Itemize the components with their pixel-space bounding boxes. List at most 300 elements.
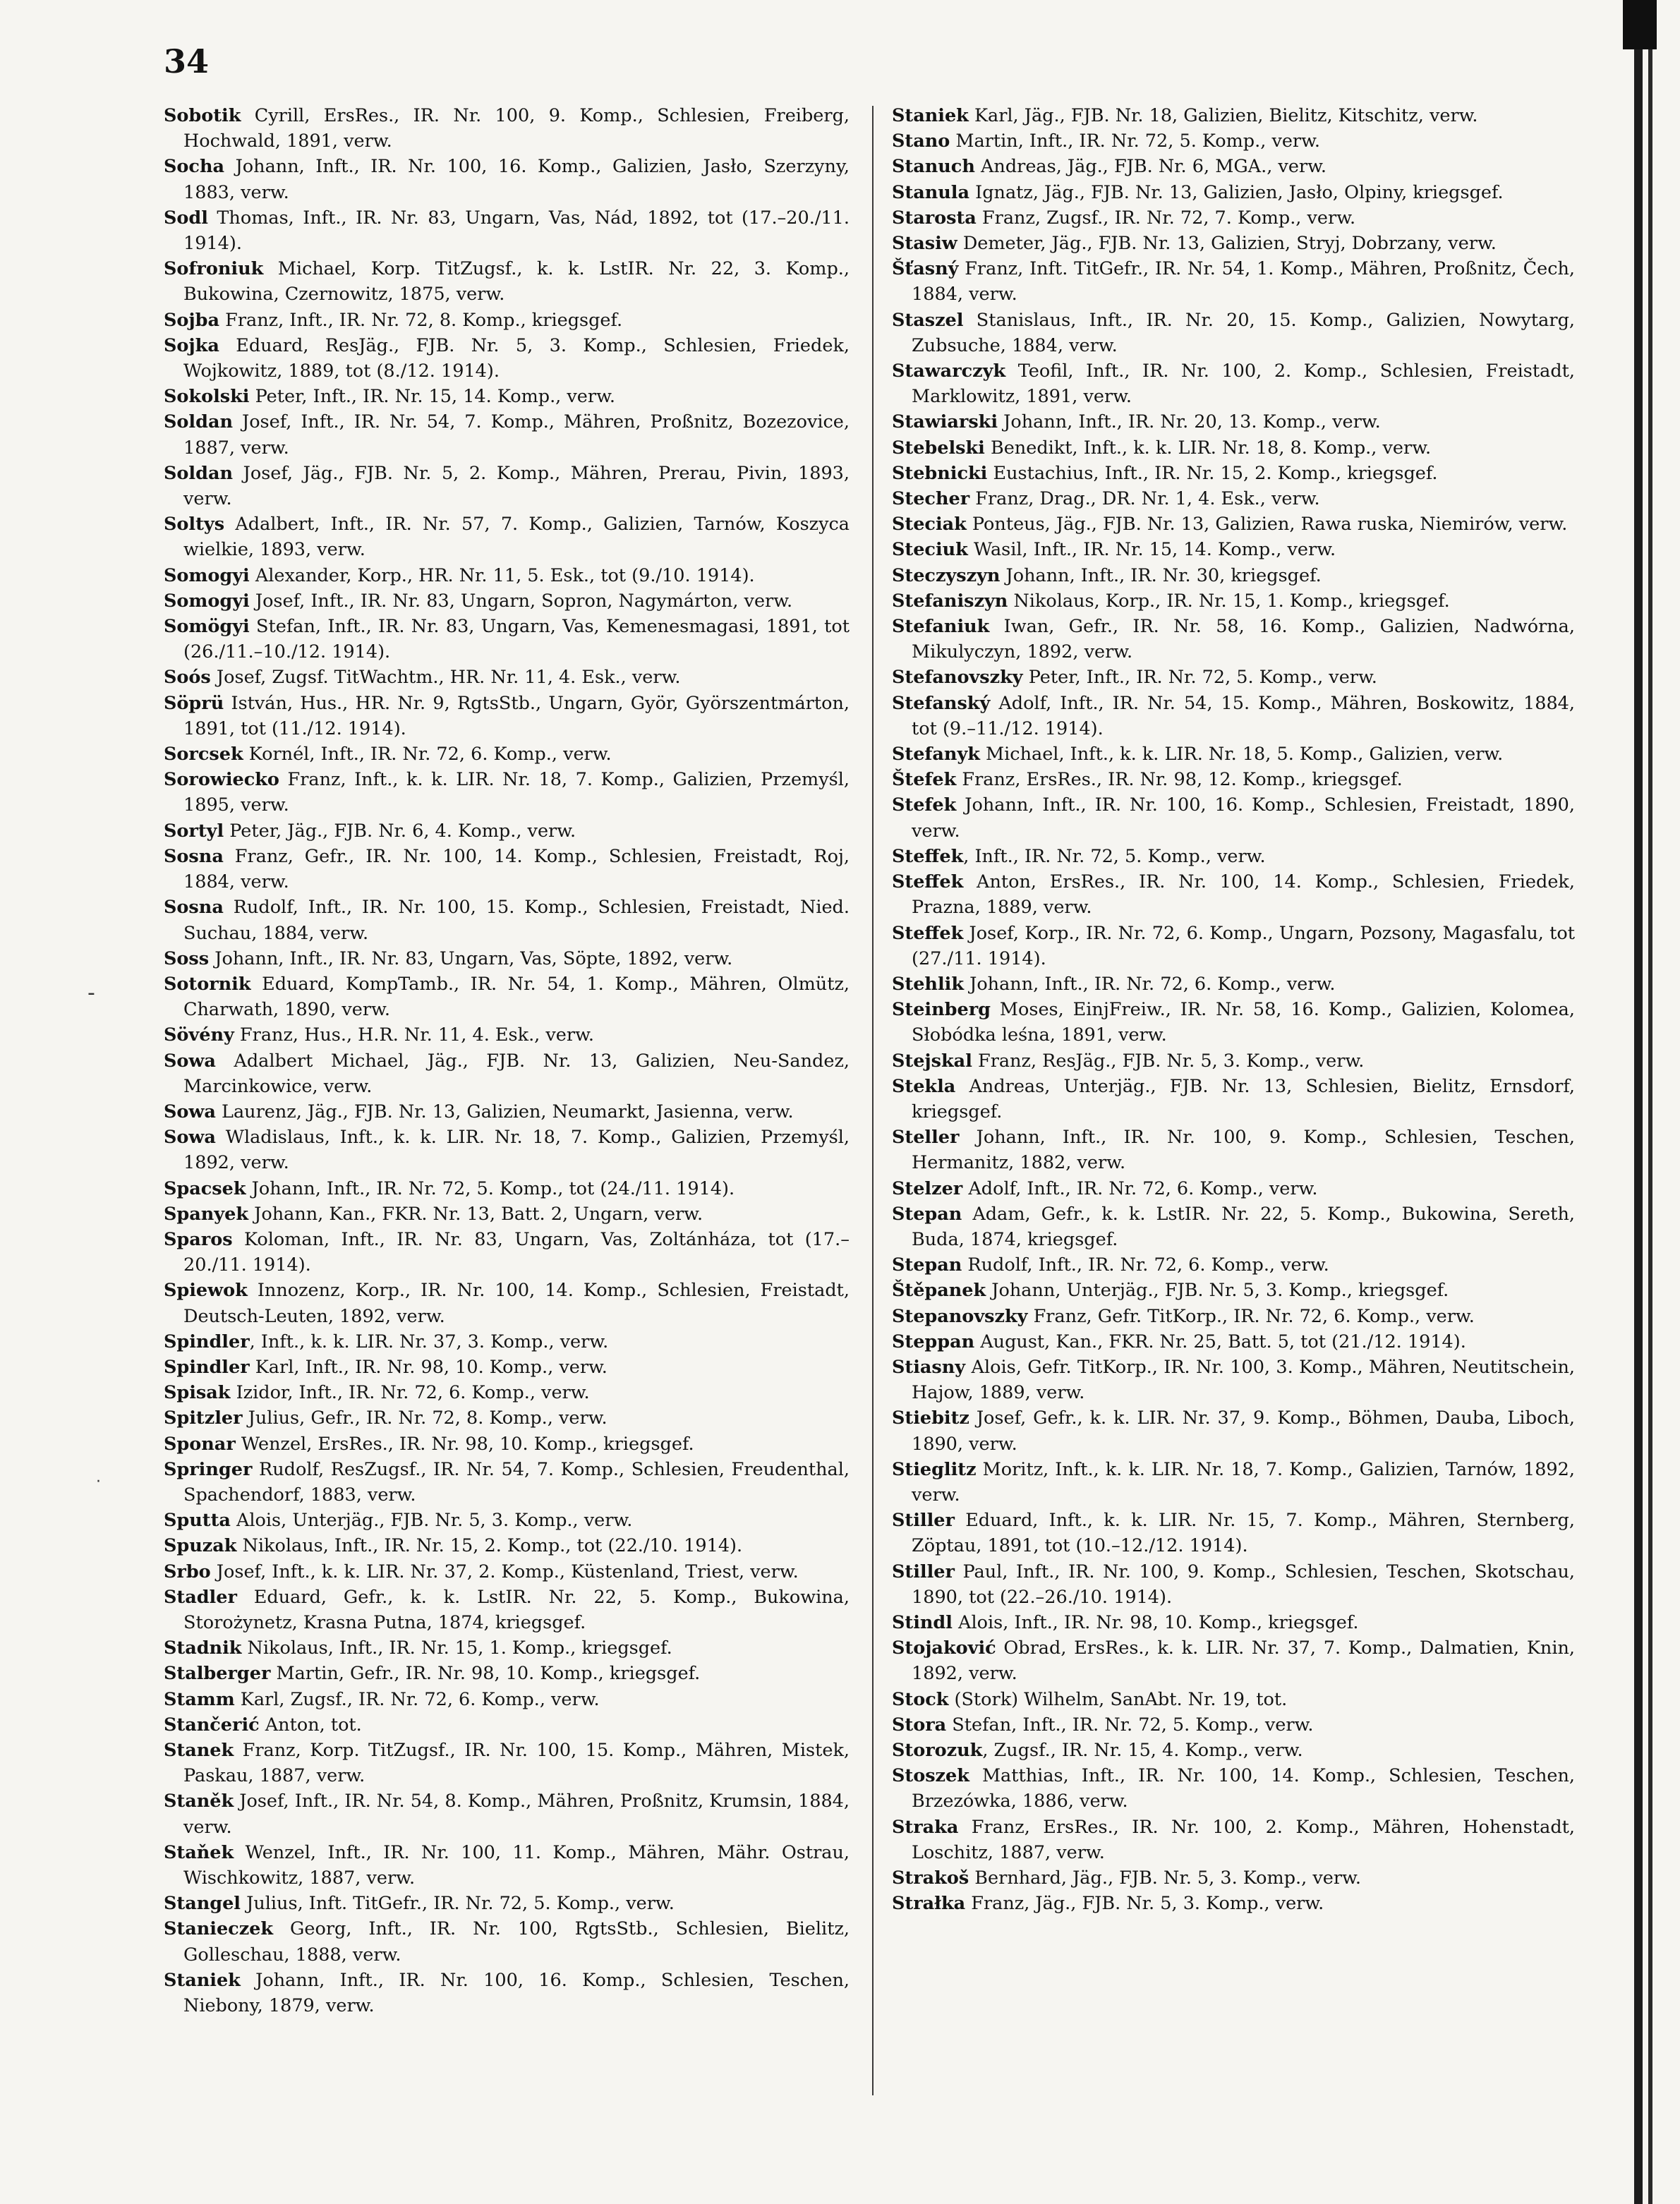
register-entry	[892, 767, 1575, 792]
entry-details: Franz, Inft., k. k. LIR. Nr. 18, 7. Komp., Galizien, Przemyśl, 1895, verw.	[183, 769, 850, 816]
entry-details: Eduard, KompTamb., IR. Nr. 54, 1. Komp., Mähren, Olmütz, Charwath, 1890, verw.	[183, 973, 850, 1021]
register-entry	[164, 971, 850, 1022]
register-entry	[892, 792, 1575, 843]
entry-details: Kornél, Inft., IR. Nr. 72, 6. Komp., verw.	[243, 744, 612, 765]
entry-details: Demeter, Jäg., FJB. Nr. 13, Galizien, Stryj, Dobrzany, verw.	[957, 233, 1497, 255]
entry-details: Nikolaus, Korp., IR. Nr. 15, 1. Komp., kriegsgef.	[1008, 590, 1450, 612]
entry-surname: Sodl	[164, 207, 208, 229]
entry-details: Laurenz, Jäg., FJB. Nr. 13, Galizien, Neumarkt, Jasienna, verw.	[215, 1101, 794, 1122]
register-entry	[164, 588, 850, 614]
register-entry	[892, 997, 1575, 1048]
entry-details: Josef, Inft., IR. Nr. 83, Ungarn, Sopron, Nagymárton, verw.	[249, 590, 793, 612]
entry-surname: Spacsek	[164, 1177, 246, 1199]
entry-details: Rudolf, Inft., IR. Nr. 100, 15. Komp., Schlesien, Freistadt, Nied. Suchau, 1884, verw.	[183, 897, 850, 944]
entry-details: Michael, Inft., k. k. LIR. Nr. 18, 5. Komp., Galizien, verw.	[979, 744, 1504, 765]
entry-details: Andreas, Unterjäg., FJB. Nr. 13, Schlesien, Bielitz, Ernsdorf, kriegsgef.	[912, 1075, 1575, 1122]
register-entry	[892, 1278, 1575, 1303]
register-entry	[164, 1048, 850, 1099]
entry-details: Peter, Inft., IR. Nr. 72, 5. Komp., verw.	[1022, 667, 1377, 689]
entry-surname: Soldan	[164, 462, 234, 484]
entry-surname: Stepan	[892, 1254, 962, 1276]
register-entry	[164, 1968, 850, 2018]
register-entry	[164, 1788, 850, 1839]
register-entry	[892, 1738, 1575, 1763]
register-entry	[892, 358, 1575, 409]
register-entry	[164, 103, 850, 154]
entry-surname: Stadler	[164, 1586, 237, 1608]
register-entry	[164, 1687, 850, 1712]
entry-surname: Stiebitz	[892, 1407, 969, 1429]
entry-surname: Staniek	[164, 1969, 241, 1991]
entry-details: Moses, EinjFreiw., IR. Nr. 58, 16. Komp., Galizien, Kolomea, Słobódka leśna, 1891, verw.	[912, 999, 1575, 1046]
register-entry	[892, 1252, 1575, 1278]
entry-details: Franz, ResJäg., FJB. Nr. 5, 3. Komp., verw.	[972, 1050, 1365, 1072]
entry-surname: Sputta	[164, 1510, 231, 1532]
register-entry	[892, 1635, 1575, 1686]
entry-details: Martin, Gefr., IR. Nr. 98, 10. Komp., kriegsgef.	[270, 1663, 701, 1685]
register-entry	[892, 1610, 1575, 1635]
entry-details: Georg, Inft., IR. Nr. 100, RgtsStb., Schlesien, Bielitz, Golleschau, 1888, verw.	[183, 1918, 850, 1966]
entry-details: Rudolf, ResZugsf., IR. Nr. 54, 7. Komp., Schlesien, Freudenthal, Spachendorf, 1883, verw.	[183, 1458, 850, 1506]
entry-details: Johann, Inft., IR. Nr. 72, 5. Komp., tot (24./11. 1914).	[246, 1177, 735, 1199]
entry-surname: Sövény	[164, 1024, 234, 1046]
entry-surname: Stefaniszyn	[892, 590, 1008, 612]
register-entry	[892, 154, 1575, 179]
entry-surname: Stora	[892, 1714, 947, 1736]
register-entry	[164, 256, 850, 307]
entry-details: Matthias, Inft., IR. Nr. 100, 14. Komp., Schlesien, Teschen, Brzezówka, 1886, verw.	[912, 1765, 1575, 1812]
entry-surname: Sowa	[164, 1101, 216, 1122]
entry-details: István, Hus., HR. Nr. 9, RgtsStb., Ungarn, Györ, Györszentmárton, 1891, tot (11./12. 1914).	[183, 692, 850, 739]
entry-surname: Štěpanek	[892, 1280, 986, 1302]
register-entry	[892, 665, 1575, 690]
entry-surname: Sortyl	[164, 820, 224, 842]
entry-details: Eduard, ResJäg., FJB. Nr. 5, 3. Komp., Schlesien, Friedek, Wojkowitz, 1889, tot (8./12. 1914).	[183, 334, 850, 382]
entry-details: Johann, Inft., IR. Nr. 100, 16. Komp., Schlesien, Freistadt, 1890, verw.	[912, 794, 1575, 842]
entry-surname: Stanieczek	[164, 1918, 274, 1940]
entry-details: Johann, Inft., IR. Nr. 100, 9. Komp., Schlesien, Teschen, Hermanitz, 1882, verw.	[912, 1127, 1575, 1174]
entry-details: Michael, Korp. TitZugsf., k. k. LstIR. Nr. 22, 3. Komp., Bukowina, Czernowitz, 1875, verw.	[183, 258, 850, 305]
entry-surname: Stano	[892, 131, 950, 152]
entry-surname: Stekla	[892, 1075, 956, 1097]
entry-surname: Soss	[164, 947, 210, 969]
entry-surname: Sojka	[164, 334, 219, 356]
entry-surname: Storozuk	[892, 1740, 983, 1761]
entry-details: Peter, Jäg., FJB. Nr. 6, 4. Komp., verw.	[224, 820, 576, 842]
entry-surname: Sowa	[164, 1050, 216, 1072]
entry-surname: Stamm	[164, 1688, 235, 1710]
right-column	[892, 103, 1575, 1916]
entry-details: Franz, Gefr., IR. Nr. 100, 14. Komp., Schlesien, Freistadt, Roj, 1884, verw.	[183, 845, 850, 893]
entry-surname: Sofroniuk	[164, 258, 264, 280]
register-entry	[164, 1022, 850, 1048]
register-entry	[164, 1508, 850, 1533]
register-entry	[892, 1329, 1575, 1355]
entry-surname: Stefanyk	[892, 744, 980, 765]
entry-details: Eustachius, Inft., IR. Nr. 15, 2. Komp., kriegsgef.	[987, 462, 1438, 484]
entry-details: August, Kan., FKR. Nr. 25, Batt. 5, tot (21./12. 1914).	[974, 1331, 1466, 1352]
entry-details: Johann, Inft., IR. Nr. 83, Ungarn, Vas, Söpte, 1892, verw.	[209, 947, 733, 969]
column-divider	[872, 106, 874, 2095]
register-entry	[164, 1125, 850, 1175]
scan-edge-line	[1648, 0, 1652, 2204]
entry-details: Stanislaus, Inft., IR. Nr. 20, 15. Komp., Galizien, Nowytarg, Zubsuche, 1884, verw.	[912, 309, 1575, 356]
register-entry	[164, 614, 850, 665]
register-entry	[164, 154, 850, 205]
register-entry	[892, 1201, 1575, 1252]
entry-surname: Stepanovszky	[892, 1305, 1028, 1327]
entry-surname: Söprü	[164, 692, 224, 714]
register-entry	[164, 409, 850, 460]
entry-details: Franz, Gefr. TitKorp., IR. Nr. 72, 6. Komp., verw.	[1027, 1305, 1475, 1327]
entry-details: , Zugsf., IR. Nr. 15, 4. Komp., verw.	[982, 1740, 1303, 1761]
scan-edge-bar	[1634, 0, 1643, 2204]
register-entry	[892, 231, 1575, 256]
entry-details: Anton, ErsRes., IR. Nr. 100, 14. Komp., Schlesien, Friedek, Prazna, 1889, verw.	[912, 871, 1575, 919]
entry-details: Josef, Inft., IR. Nr. 54, 8. Komp., Mähren, Proßnitz, Krumsin, 1884, verw.	[183, 1791, 850, 1838]
entry-surname: Spanyek	[164, 1203, 249, 1225]
register-entry	[164, 1661, 850, 1686]
register-entry	[164, 1840, 850, 1891]
register-entry	[164, 1457, 850, 1508]
entry-surname: Stojaković	[892, 1637, 996, 1659]
entry-details: Adalbert, Inft., IR. Nr. 57, 7. Komp., Galizien, Tarnów, Koszyca wielkie, 1893, verw.	[183, 514, 850, 561]
register-entry	[892, 308, 1575, 358]
register-entry	[892, 1763, 1575, 1814]
register-entry	[164, 461, 850, 511]
entry-surname: Spitzler	[164, 1407, 243, 1429]
entry-details: Johann, Unterjäg., FJB. Nr. 5, 3. Komp., kriegsgef.	[986, 1280, 1449, 1302]
entry-details: Josef, Inft., IR. Nr. 54, 7. Komp., Mähren, Proßnitz, Bozezovice, 1887, verw.	[183, 411, 850, 459]
register-entry	[164, 1227, 850, 1278]
entry-surname: Soldan	[164, 411, 234, 433]
entry-details: Josef, Korp., IR. Nr. 72, 6. Komp., Ungarn, Pozsony, Magasfalu, tot (27./11. 1914).	[912, 922, 1575, 969]
register-entry	[892, 1712, 1575, 1738]
entry-surname: Staniek	[892, 105, 969, 126]
entry-surname: Steinberg	[892, 999, 991, 1021]
entry-details: Julius, Inft. TitGefr., IR. Nr. 72, 5. Komp., verw.	[241, 1893, 675, 1915]
entry-surname: Stanuch	[892, 156, 975, 178]
entry-surname: Socha	[164, 156, 225, 178]
register-entry	[892, 1176, 1575, 1201]
register-entry	[164, 1559, 850, 1585]
entry-surname: Spiewok	[164, 1280, 248, 1302]
entry-details: Alois, Inft., IR. Nr. 98, 10. Komp., kriegsgef.	[952, 1611, 1359, 1633]
entry-details: Alois, Gefr. TitKorp., IR. Nr. 100, 3. Komp., Mähren, Neutitschein, Hajow, 1889, verw.	[912, 1356, 1575, 1404]
register-entry	[164, 1431, 850, 1457]
register-entry	[892, 128, 1575, 154]
entry-details: Karl, Zugsf., IR. Nr. 72, 6. Komp., verw.	[234, 1688, 600, 1710]
register-entry	[892, 1815, 1575, 1865]
entry-details: Johann, Inft., IR. Nr. 72, 6. Komp., verw.	[964, 973, 1336, 995]
entry-surname: Steczyszyn	[892, 564, 1001, 586]
entry-surname: Sorowiecko	[164, 769, 279, 791]
entry-details: Wenzel, ErsRes., IR. Nr. 98, 10. Komp., kriegsgef.	[235, 1433, 694, 1455]
entry-surname: Steffek	[892, 845, 964, 867]
entry-surname: Steffek	[892, 922, 964, 944]
register-entry	[164, 563, 850, 588]
entry-surname: Stepan	[892, 1203, 962, 1225]
entry-surname: Strakoš	[892, 1867, 969, 1889]
register-entry	[892, 971, 1575, 997]
register-entry	[892, 180, 1575, 205]
register-entry	[164, 1329, 850, 1355]
entry-surname: Sosna	[164, 897, 224, 919]
entry-surname: Steciak	[892, 514, 967, 535]
entry-surname: Sokolski	[164, 386, 250, 408]
register-entry	[164, 946, 850, 971]
entry-details: Franz, Drag., DR. Nr. 1, 4. Esk., verw.	[969, 488, 1320, 510]
entry-surname: Stefanovszky	[892, 667, 1023, 689]
entry-details: Johann, Inft., IR. Nr. 100, 16. Komp., Schlesien, Teschen, Niebony, 1879, verw.	[183, 1969, 850, 2017]
register-entry	[892, 1559, 1575, 1610]
entry-surname: Stock	[892, 1688, 949, 1710]
register-entry	[892, 614, 1575, 665]
entry-surname: Springer	[164, 1458, 253, 1480]
entry-surname: Stalberger	[164, 1663, 271, 1685]
register-entry	[164, 308, 850, 333]
entry-surname: Stiller	[892, 1561, 955, 1582]
register-entry	[164, 691, 850, 741]
entry-details: Josef, Inft., k. k. LIR. Nr. 37, 2. Komp., Küstenland, Triest, verw.	[210, 1561, 799, 1582]
register-entry	[892, 103, 1575, 128]
register-entry	[892, 1865, 1575, 1891]
entry-surname: Stanula	[892, 181, 970, 203]
entry-details: Adolf, Inft., IR. Nr. 54, 15. Komp., Mähren, Boskowitz, 1884, tot (9.–11./12. 1914).	[912, 692, 1575, 739]
entry-surname: Starosta	[892, 207, 977, 229]
entry-details: Franz, Hus., H.R. Nr. 11, 4. Esk., verw.	[234, 1024, 594, 1046]
entry-details: , Inft., IR. Nr. 72, 5. Komp., verw.	[963, 845, 1266, 867]
entry-surname: Srbo	[164, 1561, 211, 1582]
entry-surname: Stecher	[892, 488, 970, 510]
register-entry	[892, 511, 1575, 537]
register-entry	[892, 1304, 1575, 1329]
register-entry	[164, 665, 850, 690]
entry-surname: Stasiw	[892, 233, 957, 255]
entry-details: Nikolaus, Inft., IR. Nr. 15, 2. Komp., tot (22./10. 1914).	[236, 1535, 743, 1557]
register-entry	[892, 1891, 1575, 1916]
register-entry	[892, 1457, 1575, 1508]
entry-surname: Stadnik	[164, 1637, 242, 1659]
entry-details: Iwan, Gefr., IR. Nr. 58, 16. Komp., Galizien, Nadwórna, Mikulyczyn, 1892, verw.	[912, 616, 1575, 663]
register-entry	[892, 844, 1575, 869]
register-entry	[892, 435, 1575, 461]
entry-details: Anton, tot.	[259, 1714, 362, 1736]
entry-details: Ponteus, Jäg., FJB. Nr. 13, Galizien, Rawa ruska, Niemirów, verw.	[966, 514, 1568, 535]
entry-surname: Sowa	[164, 1127, 216, 1149]
register-entry	[892, 486, 1575, 511]
register-entry	[164, 1738, 850, 1788]
entry-details: Johann, Inft., IR. Nr. 100, 16. Komp., Galizien, Jasło, Szerzyny, 1883, verw.	[183, 156, 850, 203]
register-entry	[164, 818, 850, 844]
entry-details: Benedikt, Inft., k. k. LIR. Nr. 18, 8. Komp., verw.	[984, 437, 1432, 459]
entry-surname: Sotornik	[164, 973, 251, 995]
entry-details: Izidor, Inft., IR. Nr. 72, 6. Komp., verw.	[230, 1382, 590, 1404]
register-entry	[892, 256, 1575, 307]
entry-details: Franz, Jäg., FJB. Nr. 5, 3. Komp., verw.	[965, 1893, 1324, 1915]
register-entry	[892, 869, 1575, 920]
register-entry	[164, 844, 850, 895]
entry-details: (Stork) Wilhelm, SanAbt. Nr. 19, tot.	[948, 1688, 1288, 1710]
register-entry	[892, 537, 1575, 562]
entry-details: Obrad, ErsRes., k. k. LIR. Nr. 37, 7. Komp., Dalmatien, Knin, 1892, verw.	[912, 1637, 1575, 1685]
entry-details: Josef, Zugsf. TitWachtm., HR. Nr. 11, 4. Esk., verw.	[210, 667, 681, 689]
register-entry	[892, 1508, 1575, 1558]
entry-details: Franz, Inft., IR. Nr. 72, 8. Komp., kriegsgef.	[219, 309, 623, 331]
entry-details: Ignatz, Jäg., FJB. Nr. 13, Galizien, Jasło, Olpiny, kriegsgef.	[969, 181, 1504, 203]
margin-mark: -	[87, 981, 95, 1005]
register-entry	[892, 409, 1575, 435]
register-entry	[164, 1891, 850, 1916]
entry-details: Johann, Inft., IR. Nr. 30, kriegsgef.	[1000, 564, 1322, 586]
entry-surname: Spindler	[164, 1356, 250, 1378]
register-entry	[892, 1405, 1575, 1456]
entry-surname: Staněk	[164, 1791, 234, 1812]
entry-details: , Inft., k. k. LIR. Nr. 37, 3. Komp., verw.	[249, 1331, 609, 1352]
entry-details: Peter, Inft., IR. Nr. 15, 14. Komp., verw.	[249, 386, 615, 408]
entry-details: Eduard, Inft., k. k. LIR. Nr. 15, 7. Komp., Mähren, Sternberg, Zöptau, 1891, tot (10.–12./12. 1914).	[912, 1510, 1575, 1557]
register-entry	[164, 1355, 850, 1380]
entry-details: Wenzel, Inft., IR. Nr. 100, 11. Komp., Mähren, Mähr. Ostrau, Wischkowitz, 1887, verw.	[183, 1841, 850, 1889]
entry-details: Wasil, Inft., IR. Nr. 15, 14. Komp., verw.	[967, 539, 1336, 561]
entry-details: Johann, Inft., IR. Nr. 20, 13. Komp., verw.	[998, 411, 1381, 433]
register-entry	[164, 1712, 850, 1738]
entry-surname: Stawarczyk	[892, 361, 1006, 382]
register-entry	[892, 1687, 1575, 1712]
entry-details: Rudolf, Inft., IR. Nr. 72, 6. Komp., verw.	[962, 1254, 1329, 1276]
entry-details: Wladislaus, Inft., k. k. LIR. Nr. 18, 7. Komp., Galizien, Przemyśl, 1892, verw.	[183, 1127, 850, 1174]
register-entry	[164, 333, 850, 384]
entry-details: Alexander, Korp., HR. Nr. 11, 5. Esk., tot (9./10. 1914).	[249, 564, 755, 586]
entry-details: Innozenz, Korp., IR. Nr. 100, 14. Komp., Schlesien, Freistadt, Deutsch-Leuten, 1892, verw.	[183, 1280, 850, 1327]
entry-details: Thomas, Inft., IR. Nr. 83, Ungarn, Vas, Nád, 1892, tot (17.–20./11. 1914).	[183, 207, 850, 255]
register-entry	[892, 1355, 1575, 1405]
entry-surname: Sosna	[164, 845, 224, 867]
register-entry	[164, 1380, 850, 1405]
entry-details: Paul, Inft., IR. Nr. 100, 9. Komp., Schlesien, Teschen, Skotschau, 1890, tot (22.–26./10. 1914).	[912, 1561, 1575, 1608]
entry-details: Josef, Gefr., k. k. LIR. Nr. 37, 9. Komp., Böhmen, Dauba, Liboch, 1890, verw.	[912, 1407, 1575, 1455]
entry-surname: Stejskal	[892, 1050, 972, 1072]
entry-surname: Somogyi	[164, 590, 250, 612]
margin-mark: ·	[96, 1473, 101, 1491]
entry-surname: Stefek	[892, 794, 957, 816]
register-entry	[164, 1201, 850, 1227]
entry-details: Cyrill, ErsRes., IR. Nr. 100, 9. Komp., Schlesien, Freiberg, Hochwald, 1891, verw.	[183, 105, 850, 152]
register-entry	[164, 1278, 850, 1328]
entry-details: Franz, Inft. TitGefr., IR. Nr. 54, 1. Komp., Mähren, Proßnitz, Čech, 1884, verw.	[912, 258, 1575, 305]
entry-surname: Strałka	[892, 1893, 966, 1915]
page-number: 34	[164, 42, 210, 80]
entry-details: Adalbert Michael, Jäg., FJB. Nr. 13, Galizien, Neu-Sandez, Marcinkowice, verw.	[183, 1050, 850, 1097]
entry-surname: Sorcsek	[164, 744, 243, 765]
entry-surname: Stančerić	[164, 1714, 260, 1736]
register-entry	[164, 205, 850, 256]
entry-details: Martin, Inft., IR. Nr. 72, 5. Komp., verw.	[950, 131, 1321, 152]
register-entry	[892, 205, 1575, 231]
register-entry	[164, 895, 850, 945]
entry-surname: Stieglitz	[892, 1458, 977, 1480]
register-entry	[164, 1635, 850, 1661]
entry-details: Josef, Jäg., FJB. Nr. 5, 2. Komp., Mähren, Prerau, Pivin, 1893, verw.	[183, 462, 850, 510]
entry-surname: Šťasný	[892, 258, 959, 280]
entry-details: Moritz, Inft., k. k. LIR. Nr. 18, 7. Komp., Galizien, Tarnów, 1892, verw.	[912, 1458, 1575, 1506]
entry-surname: Soltys	[164, 514, 225, 535]
register-entry	[892, 1074, 1575, 1125]
entry-surname: Stoszek	[892, 1765, 969, 1787]
entry-details: Franz, Korp. TitZugsf., IR. Nr. 100, 15. Komp., Mähren, Mistek, Paskau, 1887, verw.	[183, 1740, 850, 1787]
entry-surname: Staszel	[892, 309, 964, 331]
register-entry	[892, 588, 1575, 614]
entry-surname: Stefaniuk	[892, 616, 990, 638]
entry-surname: Steller	[892, 1127, 960, 1149]
register-entry	[164, 741, 850, 767]
entry-surname: Steffek	[892, 871, 964, 893]
entry-surname: Straka	[892, 1816, 959, 1838]
entry-details: Teofil, Inft., IR. Nr. 100, 2. Komp., Schlesien, Freistadt, Marklowitz, 1891, verw.	[912, 361, 1575, 408]
entry-surname: Stefanský	[892, 692, 991, 714]
entry-surname: Staňek	[164, 1841, 234, 1863]
entry-surname: Stindl	[892, 1611, 953, 1633]
entry-surname: Sponar	[164, 1433, 236, 1455]
entry-surname: Sparos	[164, 1228, 233, 1250]
entry-details: Bernhard, Jäg., FJB. Nr. 5, 3. Komp., verw.	[969, 1867, 1361, 1889]
register-entry	[892, 563, 1575, 588]
entry-details: Johann, Kan., FKR. Nr. 13, Batt. 2, Ungarn, verw.	[248, 1203, 703, 1225]
entry-surname: Stiasny	[892, 1356, 966, 1378]
entry-surname: Soós	[164, 667, 211, 689]
entry-surname: Stiller	[892, 1510, 955, 1532]
entry-details: Franz, Zugsf., IR. Nr. 72, 7. Komp., verw.	[976, 207, 1356, 229]
entry-details: Stefan, Inft., IR. Nr. 72, 5. Komp., verw.	[946, 1714, 1314, 1736]
entry-surname: Sobotik	[164, 105, 241, 126]
register-entry	[164, 384, 850, 409]
entry-surname: Somogyi	[164, 564, 250, 586]
entry-surname: Štefek	[892, 769, 957, 791]
entry-surname: Steppan	[892, 1331, 975, 1352]
register-entry	[892, 741, 1575, 767]
register-entry	[892, 1125, 1575, 1175]
entry-surname: Stebelski	[892, 437, 985, 459]
entry-details: Franz, ErsRes., IR. Nr. 98, 12. Komp., kriegsgef.	[956, 769, 1403, 791]
entry-details: Adam, Gefr., k. k. LstIR. Nr. 22, 5. Komp., Bukowina, Sereth, Buda, 1874, kriegsgef.	[912, 1203, 1575, 1250]
entry-details: Nikolaus, Inft., IR. Nr. 15, 1. Komp., kriegsgef.	[241, 1637, 672, 1659]
entry-surname: Stawiarski	[892, 411, 998, 433]
register-entry	[164, 767, 850, 818]
entry-surname: Stehlik	[892, 973, 964, 995]
entry-details: Julius, Gefr., IR. Nr. 72, 8. Komp., verw.	[242, 1407, 608, 1429]
register-entry	[164, 511, 850, 562]
entry-details: Franz, ErsRes., IR. Nr. 100, 2. Komp., Mähren, Hohenstadt, Loschitz, 1887, verw.	[912, 1816, 1575, 1863]
scan-corner-mark	[1623, 0, 1657, 49]
entry-surname: Stangel	[164, 1893, 241, 1915]
register-entry	[892, 461, 1575, 486]
entry-surname: Spisak	[164, 1382, 231, 1404]
entry-details: Stefan, Inft., IR. Nr. 83, Ungarn, Vas, Kemenesmagasi, 1891, tot (26./11.–10./12. 1914).	[183, 616, 850, 663]
entry-details: Karl, Inft., IR. Nr. 98, 10. Komp., verw.	[249, 1356, 608, 1378]
register-entry	[892, 1048, 1575, 1074]
register-entry	[164, 1585, 850, 1635]
register-entry	[892, 921, 1575, 971]
entry-details: Alois, Unterjäg., FJB. Nr. 5, 3. Komp., verw.	[230, 1510, 633, 1532]
entry-surname: Sojba	[164, 309, 220, 331]
register-entry	[892, 691, 1575, 741]
entry-details: Koloman, Inft., IR. Nr. 83, Ungarn, Vas, Zoltánháza, tot (17.–20./11. 1914).	[183, 1228, 850, 1276]
entry-surname: Steciuk	[892, 539, 968, 561]
entry-details: Eduard, Gefr., k. k. LstIR. Nr. 22, 5. Komp., Bukowina, Storożynetz, Krasna Putna, 1874, kriegsgef.	[183, 1586, 850, 1633]
entry-surname: Somögyi	[164, 616, 250, 638]
entry-surname: Spuzak	[164, 1535, 237, 1557]
entry-details: Andreas, Jäg., FJB. Nr. 6, MGA., verw.	[974, 156, 1327, 178]
